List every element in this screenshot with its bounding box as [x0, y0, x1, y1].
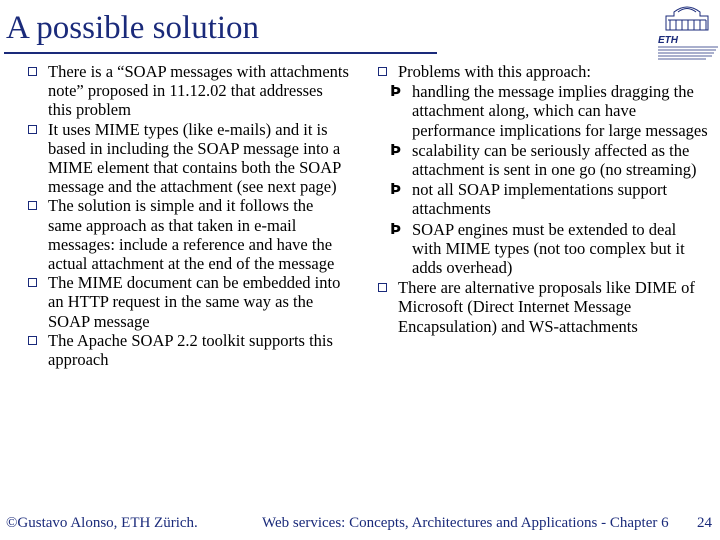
- bullet-item: [28, 196, 350, 273]
- bullet-item: [378, 278, 708, 336]
- bullet-square-icon: [28, 67, 37, 76]
- left-column: [28, 62, 350, 369]
- bullet-item: [378, 62, 708, 277]
- title-rule: [4, 52, 437, 54]
- sub-bullet-list: [378, 82, 708, 277]
- bullet-text: The Apache SOAP 2.2 toolkit supports this approach: [48, 330, 333, 370]
- bullet-text: Problems with this approach:: [398, 62, 591, 81]
- bullet-item: [28, 120, 350, 197]
- bullet-item: [28, 331, 350, 369]
- sub-bullet-item: [378, 141, 708, 179]
- bullet-square-icon: [28, 278, 37, 287]
- bullet-text: There are alternative proposals like DIME of Microsoft (Direct Internet Message Encapsulation) and WS-attachments: [398, 278, 695, 336]
- arrow-bullet-icon: Þ: [390, 140, 402, 159]
- bullet-item: [28, 273, 350, 331]
- bullet-item: [28, 62, 350, 120]
- bullet-square-icon: [28, 201, 37, 210]
- sub-bullet-text: scalability can be seriously affected as the attachment is sent in one go (no streaming): [412, 140, 697, 180]
- bullet-text: It uses MIME types (like e-mails) and it is based in including the SOAP message into a MIME element that contains both the SOAP message and the attachment (see next page): [48, 119, 341, 197]
- right-bullet-list: [378, 62, 708, 336]
- sub-bullet-text: SOAP engines must be extended to deal with MIME types (not too complex but it adds overhead): [412, 219, 685, 278]
- sub-bullet-text: handling the message implies dragging the attachment along, which can have performance implications for large messages: [412, 82, 708, 140]
- bullet-square-icon: [378, 283, 387, 292]
- eth-logo-text: ETH: [658, 35, 678, 46]
- arrow-bullet-icon: Þ: [390, 82, 402, 101]
- sub-bullet-text: not all SOAP implementations support attachments: [412, 180, 668, 219]
- bullet-square-icon: [378, 67, 387, 76]
- sub-bullet-item: [378, 220, 708, 278]
- footer-author: ©Gustavo Alonso, ETH Zürich.: [6, 515, 198, 531]
- arrow-bullet-icon: Þ: [390, 180, 402, 199]
- slide-title: A possible solution: [6, 10, 260, 46]
- arrow-bullet-icon: Þ: [390, 219, 402, 238]
- eth-logo: [654, 0, 720, 64]
- right-column: [378, 62, 708, 336]
- sub-bullet-item: [378, 82, 708, 140]
- page-number: 24: [697, 515, 712, 531]
- bullet-square-icon: [28, 336, 37, 345]
- bullet-text: There is a “SOAP messages with attachments note” proposed in 11.12.02 that addresses this problem: [48, 62, 349, 120]
- bullet-text: The solution is simple and it follows the same approach as that taken in e-mail messages: include a reference and have the actual attachment at the end of the message: [48, 196, 335, 274]
- footer-course: Web services: Concepts, Architectures and Applications - Chapter 6: [262, 515, 669, 531]
- bullet-square-icon: [28, 125, 37, 134]
- sub-bullet-item: [378, 180, 708, 218]
- bullet-text: The MIME document can be embedded into an HTTP request in the same way as the SOAP message: [48, 273, 341, 331]
- left-bullet-list: [28, 62, 350, 369]
